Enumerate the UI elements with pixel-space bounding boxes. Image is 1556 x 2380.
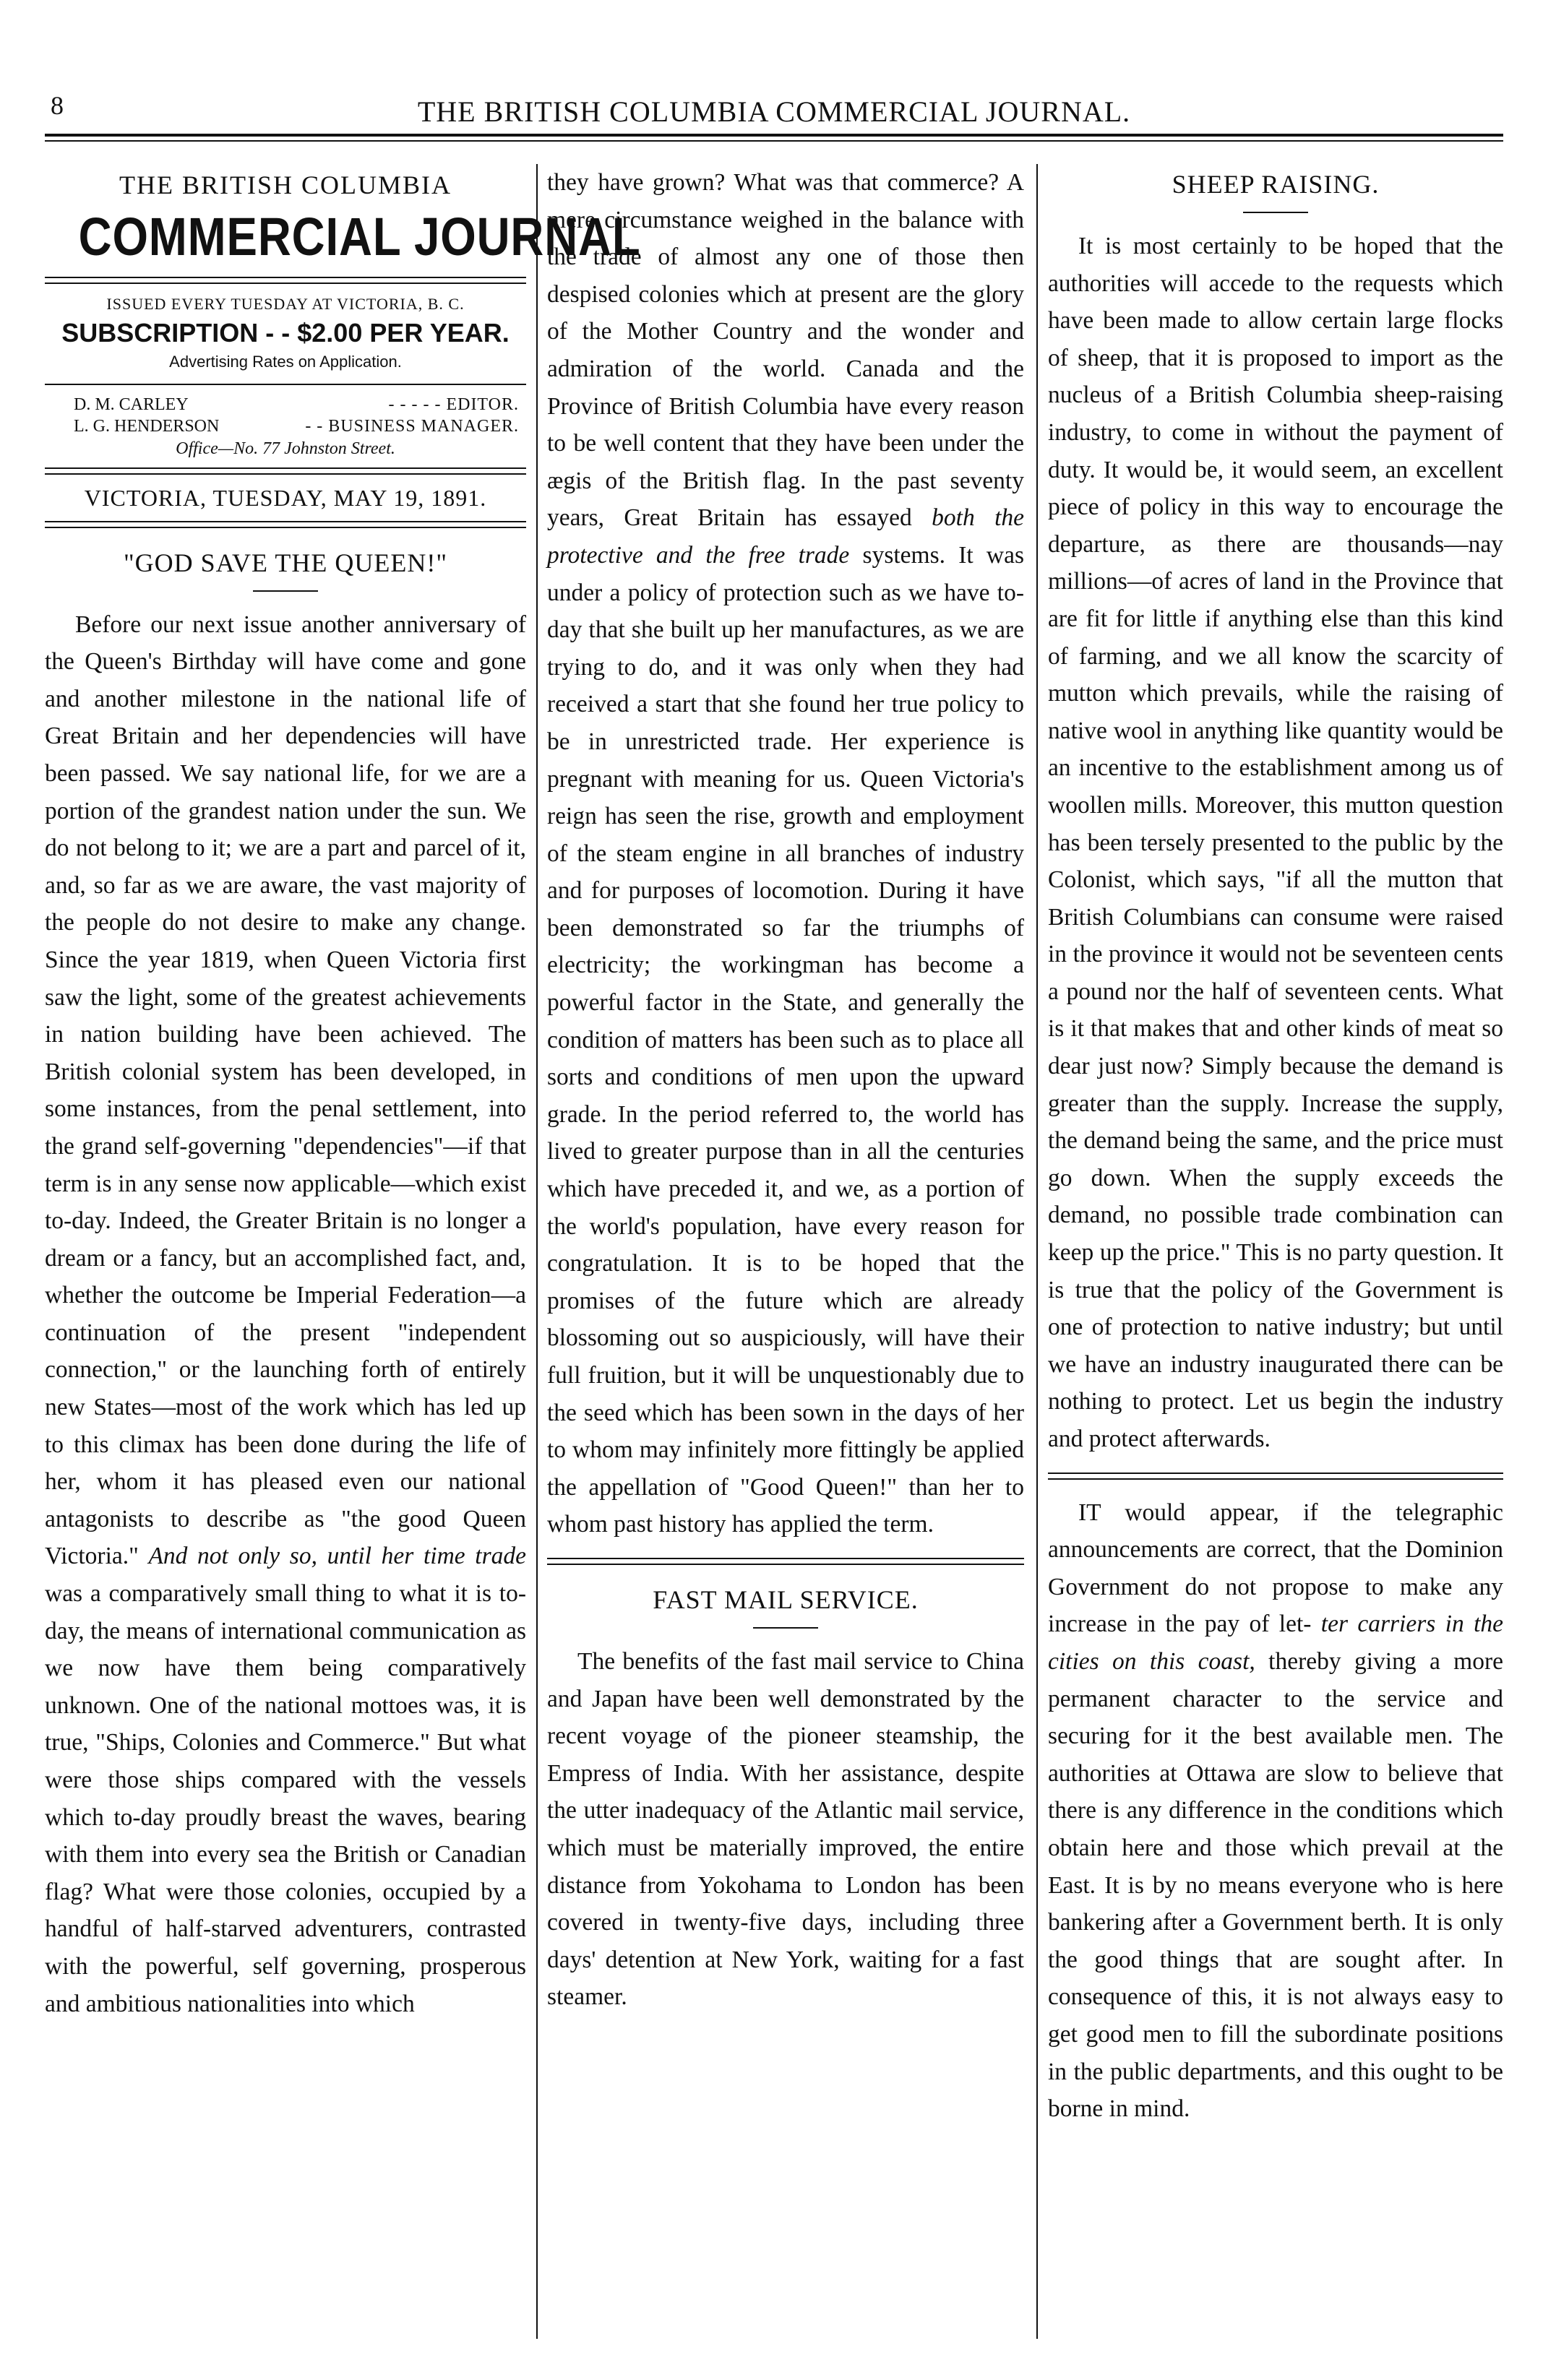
article-headline-mail: FAST MAIL SERVICE. xyxy=(653,1584,919,1614)
article-text: The benefits of the fast mail service to China and Japan have been well demonstrated by the recent voyage of the pioneer steamship, the Empress of India. With her assistance, despite the utter inadequacy of the Atlantic mail service, which must be materially improved, the entire distance from Yokohama to London has been covered in twenty-five days, including three days' detention at New York, waiting for a fast steamer. xyxy=(547,1647,1024,2011)
article-separator xyxy=(1048,1473,1503,1480)
newspaper-page xyxy=(45,76,1503,2345)
article-headline-queen: "GOD SAVE THE QUEEN!" xyxy=(123,548,448,577)
dateline-rule xyxy=(45,521,526,528)
short-rule xyxy=(753,1627,818,1629)
article-italic-text: both the protective and the free trade xyxy=(547,504,1025,569)
running-title: THE BRITISH COLUMBIA COMMERCIAL JOURNAL. xyxy=(417,95,1131,128)
article-italic-text: ter carriers in the cities on this coast, xyxy=(1048,1611,1503,1675)
column-divider xyxy=(536,164,538,2339)
article-text: IT would appear, if the telegraphic announcements are correct, that the Dominion Government do not propose to make any increase in the pay of let- ter carriers in the cities on this coast, thereby giving a more permanent character to the service and securing for it the best available men. The authorities at Ottawa are slow to believe that there is any difference in the conditions which obtain here and those which prevail at the East. It is by no means everyone who is here bankering after a Government berth. It is only the good things that are sought after. In consequence of this, it is not always easy to get good men to fill the subordinate positions in the public departments, and this ought to be borne in mind. xyxy=(1048,1499,1504,2123)
masthead-title: COMMERCIAL JOURNAL xyxy=(78,206,641,267)
masthead-rule xyxy=(45,384,526,385)
subscription-line: SUBSCRIPTION - - $2.00 PER YEAR. xyxy=(61,317,510,348)
short-rule xyxy=(253,590,318,592)
dateline: VICTORIA, TUESDAY, MAY 19, 1891. xyxy=(84,484,487,511)
column-3 xyxy=(1048,164,1503,2128)
office-address: Office—No. 77 Johnston Street. xyxy=(176,439,395,458)
article-separator xyxy=(547,1558,1024,1565)
article-text: Before our next issue another anniversary of the Queen's Birthday will have come and gone and another milestone in the national life of Great Britain and her dependencies will have been passed. We say national life, for we are a portion of the grandest nation under the sun. We do not belong to it; we are a part and parcel of it, and, so far as we are aware, the vast majority of the people do not desire to make any change. Since the year 1819, when Queen Victoria first saw the light, some of the greatest achievements in nation building have been achieved. The British colonial system has been developed, in some instances, from the penal settlement, into the grand self-governing "dependencies"—if that term is in any sense now applicable—which exist to-day. Indeed, the Greater Britain is no longer a dream or a fancy, but an accomplished fact, and, whether the outcome be Imperial Federation—a continuation of the present "independent connection," or the launching forth of entirely new States—most of the work which has led up to this climax has been done during the life of her, whom it has pleased even our national antagonists to describe as "the good Queen Victoria." And not only so, until her time trade was a comparatively small thing to what it is to-day, the means of international communication as we now have them being comparatively unknown. One of the national mottoes was, it is true, "Ships, Colonies and Commerce." But what were those ships compared with the vessels which to-day proudly breast the waves, bearing with them into every sea the British or Canadian flag? What were those colonies, occupied by a handful of half-starved adventurers, contrasted with the powerful, self governing, prosperous and ambitious nationalities into which xyxy=(45,611,526,2017)
header-rule xyxy=(45,134,1503,137)
masthead-rule xyxy=(45,467,526,475)
column-1 xyxy=(45,164,641,2022)
issued-line: ISSUED EVERY TUESDAY AT VICTORIA, B. C. xyxy=(106,294,465,313)
header-rule-thin xyxy=(45,140,1503,142)
column-divider xyxy=(1036,164,1038,2339)
running-head xyxy=(45,76,1503,126)
staff-editor: D. M. CARLEY - - - - - EDITOR. xyxy=(74,394,519,414)
article-text: It is most certainly to be hoped that the authorities will accede to the requests which have been made to allow certain large flocks of sheep, that it is proposed to import as the nucleus of a British Columbia sheep-raising industry, to come in without the payment of duty. It would be, it would seem, an excellent piece of policy in this way to encourage the departure, as there are thousands—nay millions—of acres of land in the Province that are fit for little if anything else than this kind of farming, and we all know the scarcity of mutton which prevails, while the raising of native wool in anything like quantity would be an incentive to the establishment among us of woollen mills. Moreover, this mutton question has been tersely presented to the public by the Colonist, which says, "if all the mutton that British Columbians can consume were raised in the province it would not be seventeen cents a pound nor the half of seventeen cents. What is it that makes that and other kinds of meat so dear just now? Simply because the demand is greater than the supply. Increase the supply, the demand being the same, and the price must go down. When the supply exceeds the demand, no possible trade combination can keep up the price." This is no party question. It is true that the policy of the Government is one of protection to native industry; but until we have an industry inaugurated there can be nothing to protect. Let us begin the industry and protect afterwards. xyxy=(1048,233,1503,1452)
page-number: 8 xyxy=(51,91,64,120)
column-2 xyxy=(547,164,1024,2016)
article-text-continued: they have grown? What was that commerce? A mere circumstance weighed in the balance with the trade of almost any one of those then despised colonies which at present are the glory of the Mother Country and the wonder and admiration of the world. Canada and the Province of British Columbia have every reason to be well content that they have been under the ægis of the British flag. In the past seventy years, Great Britain has essayed both the protective and the free trade systems. It was under a policy of protection such as we have to-day that she built up her manufactures, as we are trying to do, and it was only when they had received a start that she found her true policy to be in unrestricted trade. Her experience is pregnant with meaning for us. Queen Victoria's reign has seen the rise, growth and employment of the steam engine in all branches of industry and for purposes of locomotion. During it have been demonstrated so far the triumphs of electricity; the workingman has become a powerful factor in the State, and generally the condition of matters has been such as to place all sorts and conditions of men upon the upward grade. In the period referred to, the world has lived to greater purpose than in all the centuries which have preceded it, and we, as a portion of the world's population, have every reason for congratulation. It is to be hoped that the promises of the future which are already blossoming out so auspiciously, will have their full fruition, but it will be unquestionably due to the seed which has been sown in the days of her to whom may infinitely more fittingly be applied the appellation of "Good Queen!" than her to whom past history has applied the term. xyxy=(547,169,1025,1538)
staff-manager: L. G. HENDERSON - - BUSINESS MANAGER. xyxy=(74,416,519,436)
article-italic-text: And not only so, until her time trade xyxy=(148,1543,526,1570)
short-rule xyxy=(1243,212,1308,213)
article-headline-sheep: SHEEP RAISING. xyxy=(1172,170,1380,199)
masthead-rule xyxy=(45,277,526,284)
advertising-line: Advertising Rates on Application. xyxy=(169,352,402,371)
masthead-small-title: THE BRITISH COLUMBIA xyxy=(119,171,452,199)
